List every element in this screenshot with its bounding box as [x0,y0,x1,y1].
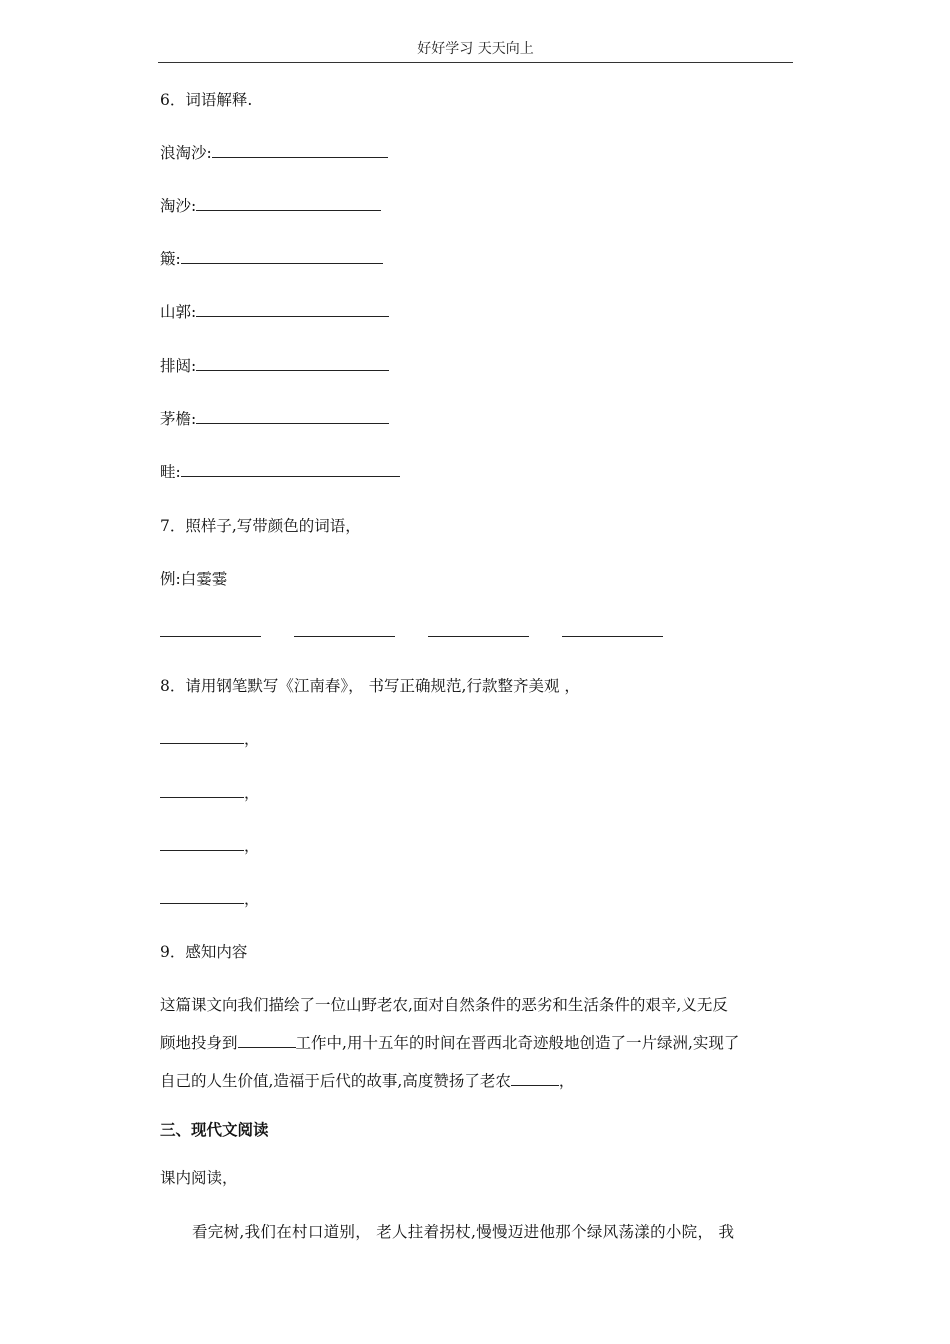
answer-blank[interactable] [160,836,244,851]
q9-text-line-3 [160,1071,792,1091]
q6-title: 6．词语解释. [160,91,253,109]
q6-item-2 [160,196,381,216]
reading-passage: 看完树,我们在村口道别， 老人拄着拐杖,慢慢迈进他那个绿风荡漾的小院， 我 [192,1223,735,1241]
comma: ， [244,730,260,748]
header-divider [158,62,793,63]
q6-term: 淘沙: [160,197,197,215]
q6-term: 山郭: [160,303,197,321]
comma: ， [244,890,260,908]
answer-blank[interactable] [196,302,389,317]
answer-blank[interactable] [160,622,261,637]
comma: ， [244,784,260,802]
q8-line-4 [160,889,260,909]
answer-blank[interactable] [196,196,381,211]
answer-blank[interactable] [181,249,383,264]
q7-example: 例:白霎霎 [160,570,228,588]
q8-line-1 [160,729,260,749]
q9-text-line-2 [160,1033,792,1053]
q6-term: 浪淘沙: [160,144,212,162]
section-heading: 三、现代文阅读 [160,1120,269,1139]
q6-term: 簸: [160,250,181,268]
comma: ， [244,837,260,855]
answer-blank[interactable] [562,622,663,637]
page-header: 好好学习 天天向上 [417,41,534,57]
q6-item-6 [160,409,389,429]
answer-blank[interactable] [160,729,244,744]
q6-term: 茅檐: [160,410,197,428]
answer-blank[interactable] [196,356,389,371]
section-subtitle: 课内阅读， [160,1169,238,1187]
answer-blank[interactable] [181,462,400,477]
answer-blank[interactable] [238,1033,296,1048]
q8-line-2 [160,783,260,803]
q8-line-3 [160,836,260,856]
answer-blank[interactable] [294,622,395,637]
q6-item-5 [160,356,389,376]
q9-title: 9．感知内容 [160,943,248,961]
q6-item-3 [160,249,383,269]
q9-text-segment: ， [558,1072,575,1090]
q9-text-line-1: 这篇课文向我们描绘了一位山野老农,面对自然条件的恶劣和生活条件的艰辛,义无反 [160,996,728,1014]
answer-blank[interactable] [160,783,244,798]
q6-term: 排闼: [160,357,197,375]
q6-term: 畦: [160,463,181,481]
answer-blank[interactable] [160,889,244,904]
answer-blank[interactable] [196,409,389,424]
q6-item-7 [160,462,400,482]
answer-blank[interactable] [212,143,388,158]
q9-text-segment: 顾地投身到 [160,1034,238,1052]
q7-blanks [160,622,663,642]
q8-title: 8．请用钢笔默写《江南春》， 书写正确规范,行款整齐美观 ， [160,677,580,695]
q9-text-segment: 自己的人生价值,造福于后代的故事,高度赞扬了老农 [160,1072,511,1090]
answer-blank[interactable] [511,1071,559,1086]
answer-blank[interactable] [428,622,529,637]
q9-text-segment: 工作中,用十五年的时间在晋西北奇迹般地创造了一片绿洲,实现了 [295,1034,740,1052]
q7-title: 7．照样子,写带颜色的词语， [160,517,361,535]
q6-item-4 [160,302,389,322]
q6-item-1 [160,143,388,163]
